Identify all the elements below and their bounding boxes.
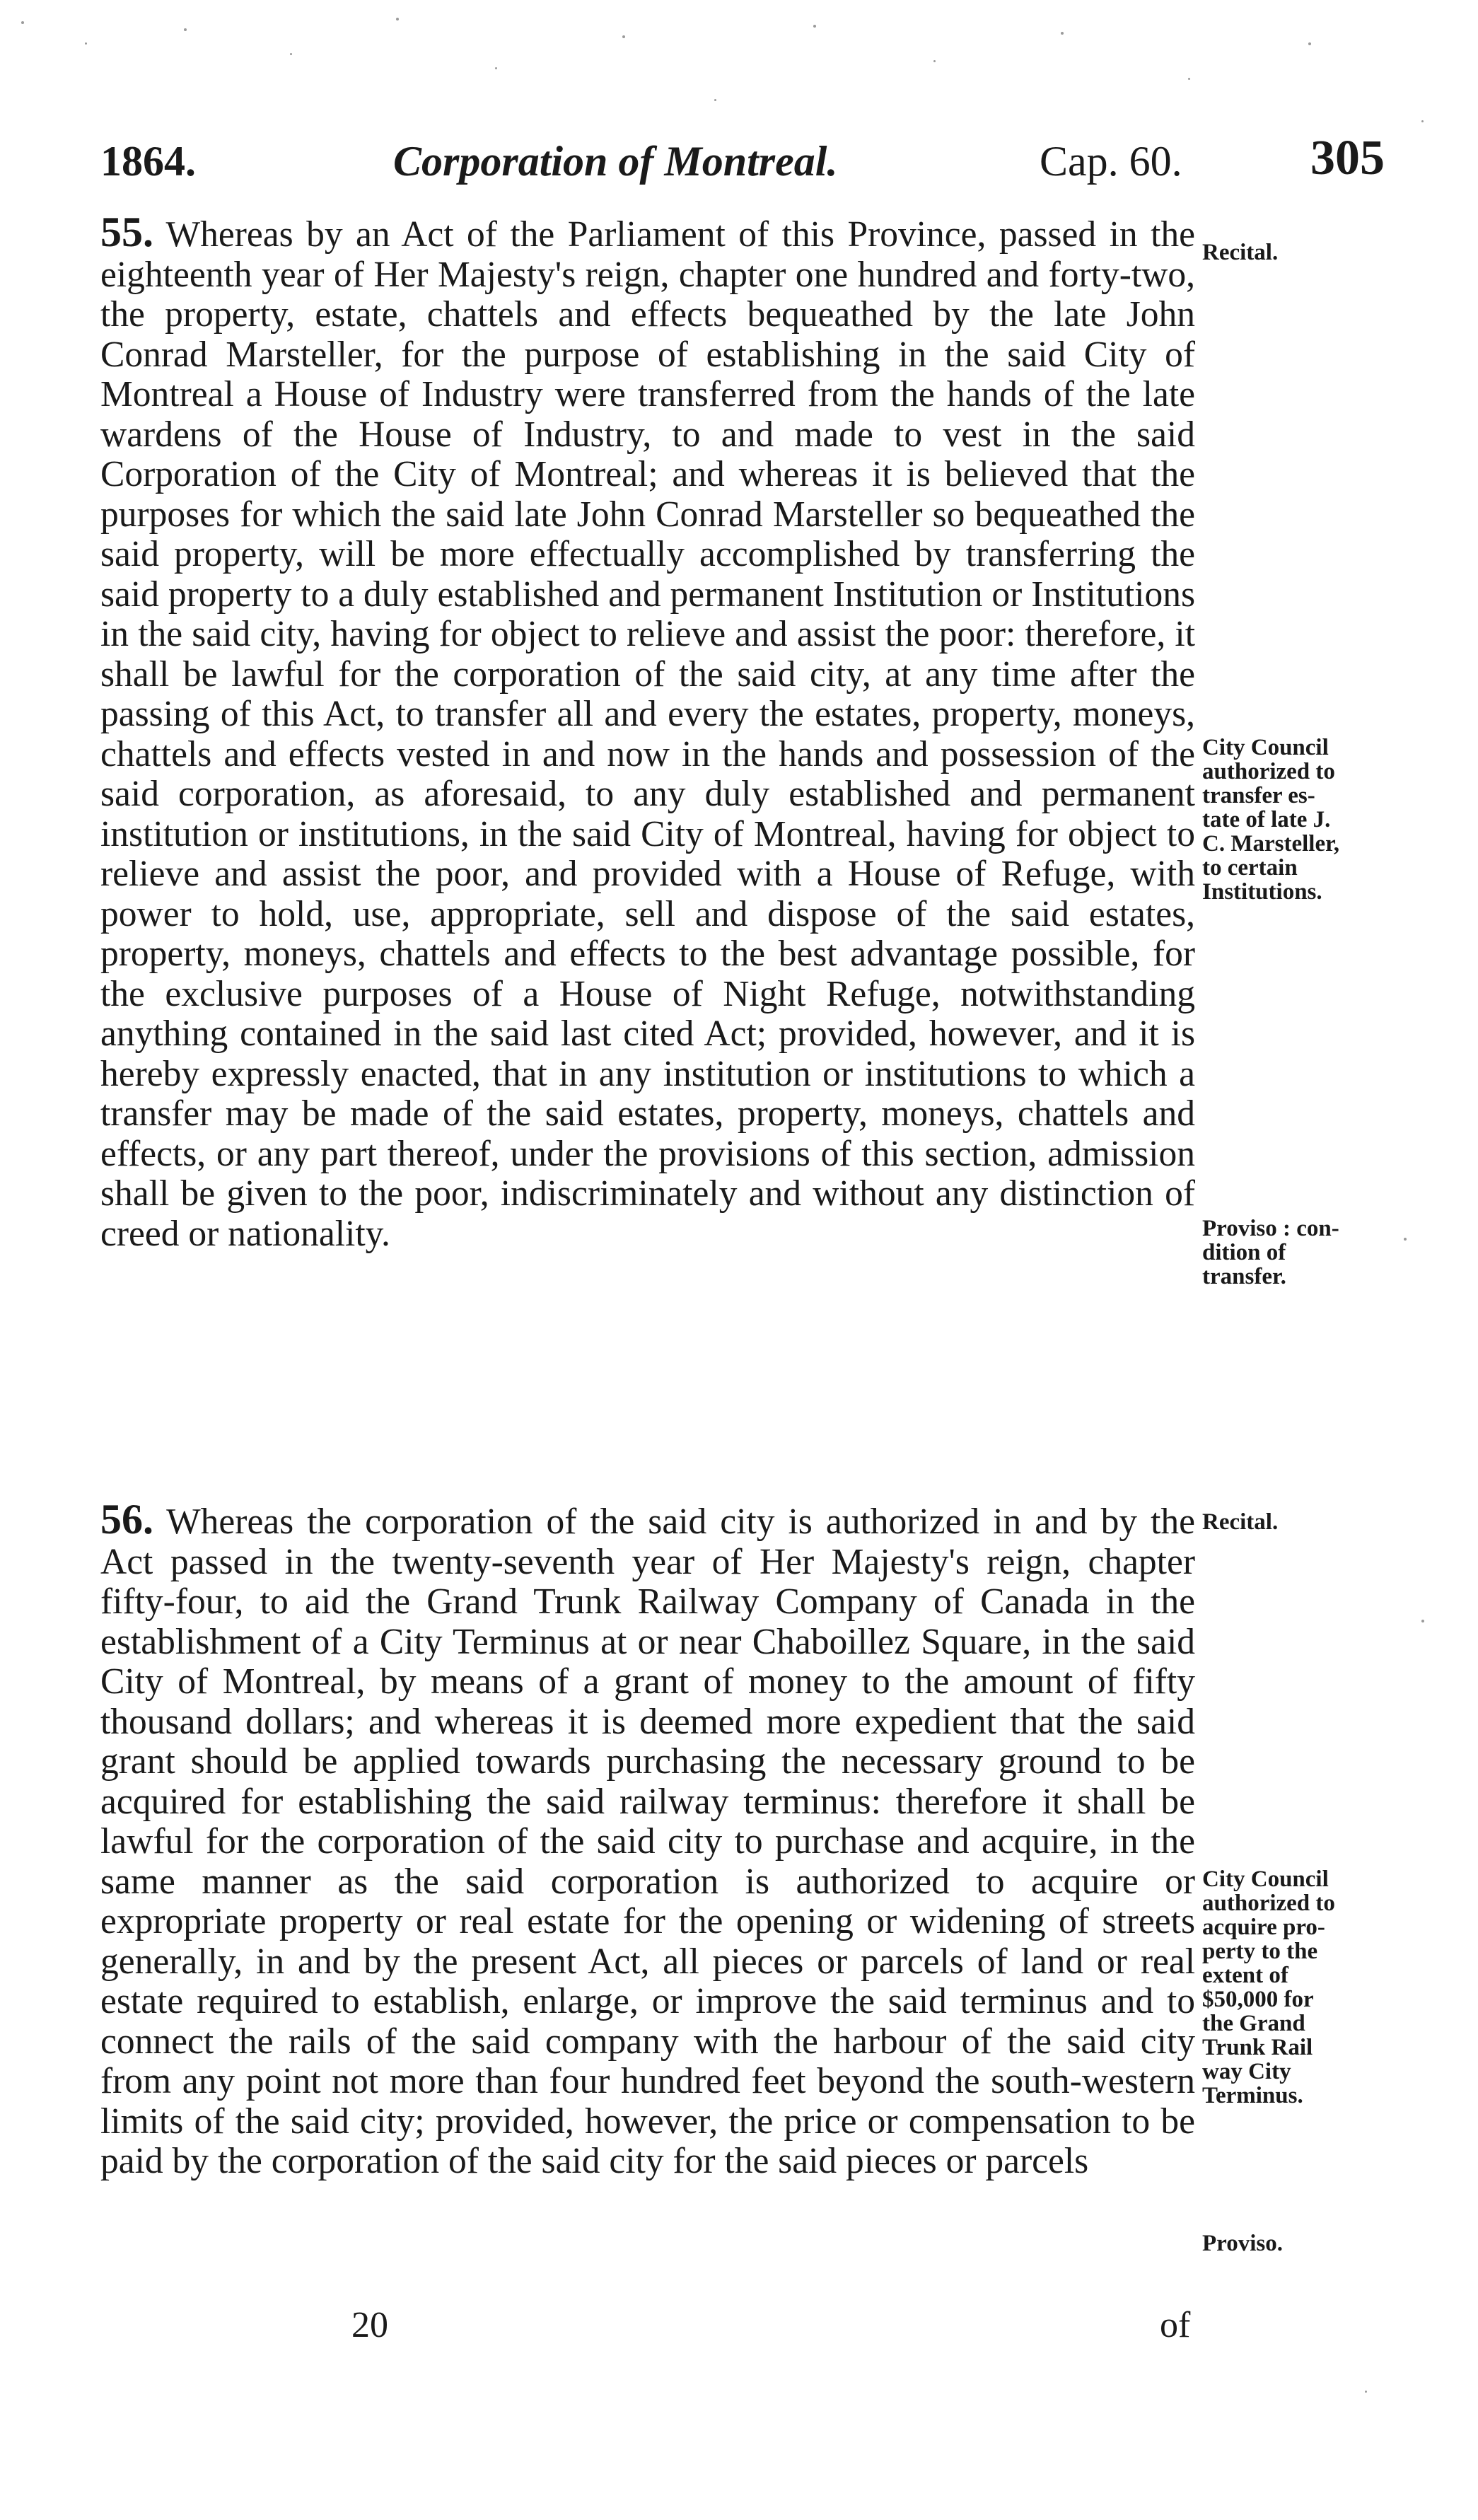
scan-speck: [1188, 78, 1190, 80]
scan-speck: [21, 21, 24, 24]
margin-note-council-acquire: City Council authorized to acquire pro- perty to the extent of $50,000 for the Grand Trunk Rail way City Terminus.: [1202, 1866, 1335, 2108]
scan-speck: [290, 53, 292, 55]
margin-note-recital: Recital.: [1202, 240, 1279, 265]
running-head-title: Corporation of Montreal.: [393, 138, 838, 185]
scan-speck: [622, 35, 625, 38]
scan-speck: [1061, 32, 1064, 35]
margin-note-proviso-condition: Proviso : con- dition of transfer.: [1202, 1216, 1339, 1289]
scan-speck: [1421, 1620, 1424, 1622]
scan-speck: [85, 42, 87, 45]
scan-speck: [1308, 42, 1311, 45]
section-55: [100, 209, 1195, 1254]
scan-speck: [1421, 120, 1424, 122]
scan-speck: [396, 18, 399, 21]
scan-speck: [813, 25, 816, 28]
section-text: Whereas the corporation of the said city is authorized in and by the Act passed in the twenty-seventh year of Her Majesty's reign, chapter fifty-four, to aid the Grand Trunk Railway Company of Canada in the establishment of a City Terminus at or near Chaboillez Square, in the said City of Montreal, by means of a grant of money to the amount of fifty thousand dollars; and whereas it is deemed more expedient that the said grant should be applied towards purchasing the necessary ground to be acquired for establishing the said railway terminus: therefore it shall be lawful for the corporation of the said city to purchase and acquire, in the same manner as the said corporation is authorized to acquire or expropriate property or real estate for the opening or widening of streets generally, in and by the present Act, all pieces or parcels of land or real estate required to establish, enlarge, or improve the said terminus and to connect the rails of the said company with the harbour of the said city from any point not more than four hundred feet beyond the south-western limits of the said city; provided, however, the price or compensation to be paid by the corporation of the said city for the said pieces or parcels: [100, 1502, 1195, 2181]
scan-speck: [714, 99, 716, 101]
scan-speck: [184, 28, 187, 31]
catchword: of: [1160, 2305, 1191, 2345]
running-head-year: 1864.: [100, 138, 196, 185]
scan-speck: [495, 67, 497, 69]
scan-speck: [1404, 1238, 1407, 1241]
signature-mark: 20: [351, 2305, 388, 2345]
scan-speck: [1365, 2391, 1367, 2393]
margin-note-council-transfer: City Council authorized to transfer es- tate of late J. C. Marsteller, to certain Institutions.: [1202, 735, 1339, 905]
scan-speck: [933, 60, 936, 62]
running-head-chapter: Cap. 60.: [1040, 138, 1182, 185]
section-text: Whereas by an Act of the Parliament of this Province, passed in the eighteenth year of Her Majesty's reign, chapter one hundred and forty-two, the property, estate, chattels and effects bequeathed by the late John Conrad Marsteller, for the purpose of establishing in the said City of Montreal a House of Industry were transferred from the hands of the late wardens of the House of Industry, to and made to vest in the said Corporation of the City of Montreal; and whereas it is believed that the purposes for which the said late John Conrad Marsteller so bequeathed the said property, will be more effectually accomplished by transferring the said property to a duly established and permanent Institution or Institutions in the said city, having for object to relieve and assist the poor: therefore, it shall be lawful for the corporation of the said city, at any time after the passing of this Act, to transfer all and every the estates, property, moneys, chattels and effects vested in and now in the hands and possession of the said corporation, as aforesaid, to any duly established and permanent institution or institutions, in the said City of Montreal, having for object to relieve and assist the poor, and provided with a House of Refuge, with power to hold, use, appropriate, sell and dispose of the said estates, property, moneys, chattels and effects to the best advantage possible, for the exclusive purposes of a House of Night Refuge, notwithstanding anything contained in the said last cited Act; provided, however, and it is hereby expressly enacted, that in any institution or institutions to which a transfer may be made of the said estates, property, moneys, chattels and effects, or any part thereof, under the provisions of this section, admission shall be given to the poor, indiscriminately and without any distinction of creed or nationality.: [100, 214, 1195, 1254]
section-56: [100, 1496, 1195, 2182]
page-number: 305: [1310, 131, 1385, 185]
section-number: 55.: [100, 209, 153, 255]
margin-note-proviso: Proviso.: [1202, 2231, 1283, 2256]
margin-note-recital: Recital.: [1202, 1509, 1279, 1535]
section-number: 56.: [100, 1496, 153, 1543]
